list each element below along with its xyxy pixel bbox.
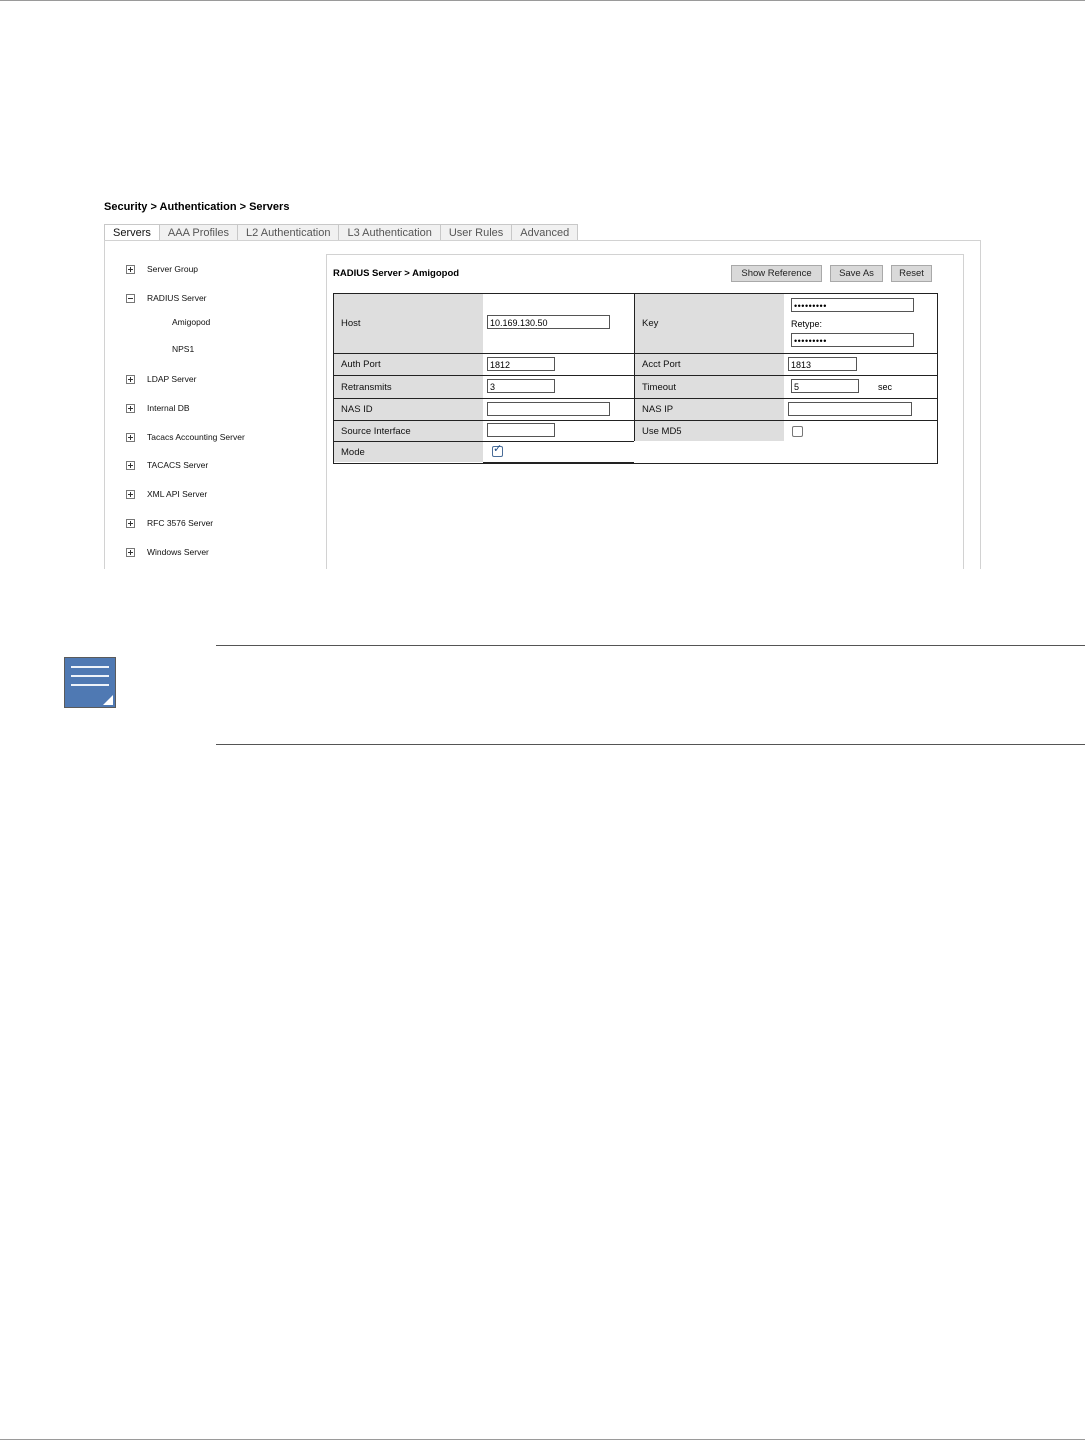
tree-item-radius-server[interactable] (126, 293, 207, 303)
tree-item-label: RADIUS Server (147, 293, 207, 303)
nas-id-input[interactable] (487, 402, 610, 416)
note-icon-line (71, 666, 109, 668)
expand-icon[interactable] (126, 265, 135, 274)
tab-l3-authentication[interactable]: L3 Authentication (339, 224, 440, 242)
expand-icon[interactable] (126, 433, 135, 442)
collapse-icon[interactable] (126, 294, 135, 303)
expand-icon[interactable] (126, 519, 135, 528)
acct-port-input[interactable]: 1813 (788, 357, 857, 371)
expand-icon[interactable] (126, 375, 135, 384)
grid-divider (634, 293, 635, 441)
show-reference-button[interactable]: Show Reference (731, 265, 822, 282)
tab-servers[interactable]: Servers (104, 224, 160, 243)
key-label: Key (635, 294, 784, 353)
tree-item-internal-db[interactable] (126, 403, 190, 413)
tree-item-rfc-3576-server[interactable] (126, 518, 213, 528)
host-input[interactable]: 10.169.130.50 (487, 315, 610, 329)
use-md5-label: Use MD5 (635, 421, 784, 441)
tree-item-label: XML API Server (147, 489, 208, 499)
expand-icon[interactable] (126, 461, 135, 470)
key-input[interactable]: ••••••••• (791, 298, 914, 312)
tree-item-tacacs-server[interactable] (126, 460, 208, 470)
tab-bar (104, 224, 578, 241)
tree-item-label: LDAP Server (147, 374, 197, 384)
acct-port-label: Acct Port (635, 354, 784, 375)
note-icon-corner (103, 695, 113, 705)
expand-icon[interactable] (126, 404, 135, 413)
nas-ip-label: NAS IP (635, 399, 784, 420)
tree-item-label: Amigopod (172, 317, 211, 327)
tree-item-label: RFC 3576 Server (147, 518, 214, 528)
tab-aaa-profiles[interactable]: AAA Profiles (160, 224, 238, 242)
retransmits-input[interactable]: 3 (487, 379, 555, 393)
expand-icon[interactable] (126, 490, 135, 499)
grid-divider (483, 462, 634, 463)
use-md5-checkbox[interactable] (792, 426, 803, 437)
source-interface-label: Source Interface (334, 421, 483, 441)
tab-advanced[interactable]: Advanced (512, 224, 578, 242)
checkmark-icon: ✓ (493, 443, 503, 455)
auth-port-label: Auth Port (334, 354, 483, 375)
radius-settings-grid (333, 293, 938, 464)
tree-item-label: Windows Server (147, 547, 209, 557)
source-interface-input[interactable] (487, 423, 555, 437)
detail-title: RADIUS Server > Amigopod (333, 268, 460, 279)
note-bottom-rule (216, 744, 1085, 745)
tree-item-label: Internal DB (147, 403, 190, 413)
tree-item-label: NPS1 (172, 344, 195, 354)
timeout-unit: sec (878, 382, 893, 392)
key-retype-input[interactable]: ••••••••• (791, 333, 914, 347)
tree-item-server-group[interactable] (126, 264, 198, 274)
host-label: Host (334, 294, 483, 353)
nas-ip-input[interactable] (788, 402, 912, 416)
page-top-rule (0, 0, 1085, 1)
save-as-button[interactable]: Save As (830, 265, 883, 282)
grid-divider (333, 398, 938, 399)
tab-l2-authentication[interactable]: L2 Authentication (238, 224, 339, 242)
note-icon-line (71, 675, 109, 677)
nas-id-label: NAS ID (334, 399, 483, 420)
tree-item-nps1[interactable] (172, 344, 194, 354)
tree-item-label: Tacacs Accounting Server (147, 432, 245, 442)
auth-port-input[interactable]: 1812 (487, 357, 555, 371)
page-bottom-rule (0, 1439, 1085, 1440)
tree-item-label: TACACS Server (147, 460, 209, 470)
timeout-input[interactable]: 5 (791, 379, 859, 393)
note-icon-line (71, 684, 109, 686)
breadcrumb: Security > Authentication > Servers (104, 201, 290, 213)
tab-user-rules[interactable]: User Rules (441, 224, 512, 242)
note-icon (64, 657, 116, 708)
grid-divider (333, 353, 938, 354)
tree-item-amigopod[interactable] (172, 317, 210, 327)
tree-item-label: Server Group (147, 264, 199, 274)
grid-divider (333, 441, 634, 442)
note-top-rule (216, 645, 1085, 646)
grid-divider (333, 420, 938, 421)
tree-item-windows-server[interactable] (126, 547, 209, 557)
tree-item-tacacs-accounting-server[interactable] (126, 432, 245, 442)
mode-checkbox[interactable] (492, 443, 503, 457)
retype-label: Retype: (791, 319, 823, 329)
mode-label: Mode (334, 442, 483, 462)
retransmits-label: Retransmits (334, 376, 483, 398)
tree-item-ldap-server[interactable] (126, 374, 196, 384)
reset-button[interactable]: Reset (891, 265, 932, 282)
grid-divider (333, 375, 938, 376)
expand-icon[interactable] (126, 548, 135, 557)
timeout-label: Timeout (635, 376, 784, 398)
tree-item-xml-api-server[interactable] (126, 489, 207, 499)
